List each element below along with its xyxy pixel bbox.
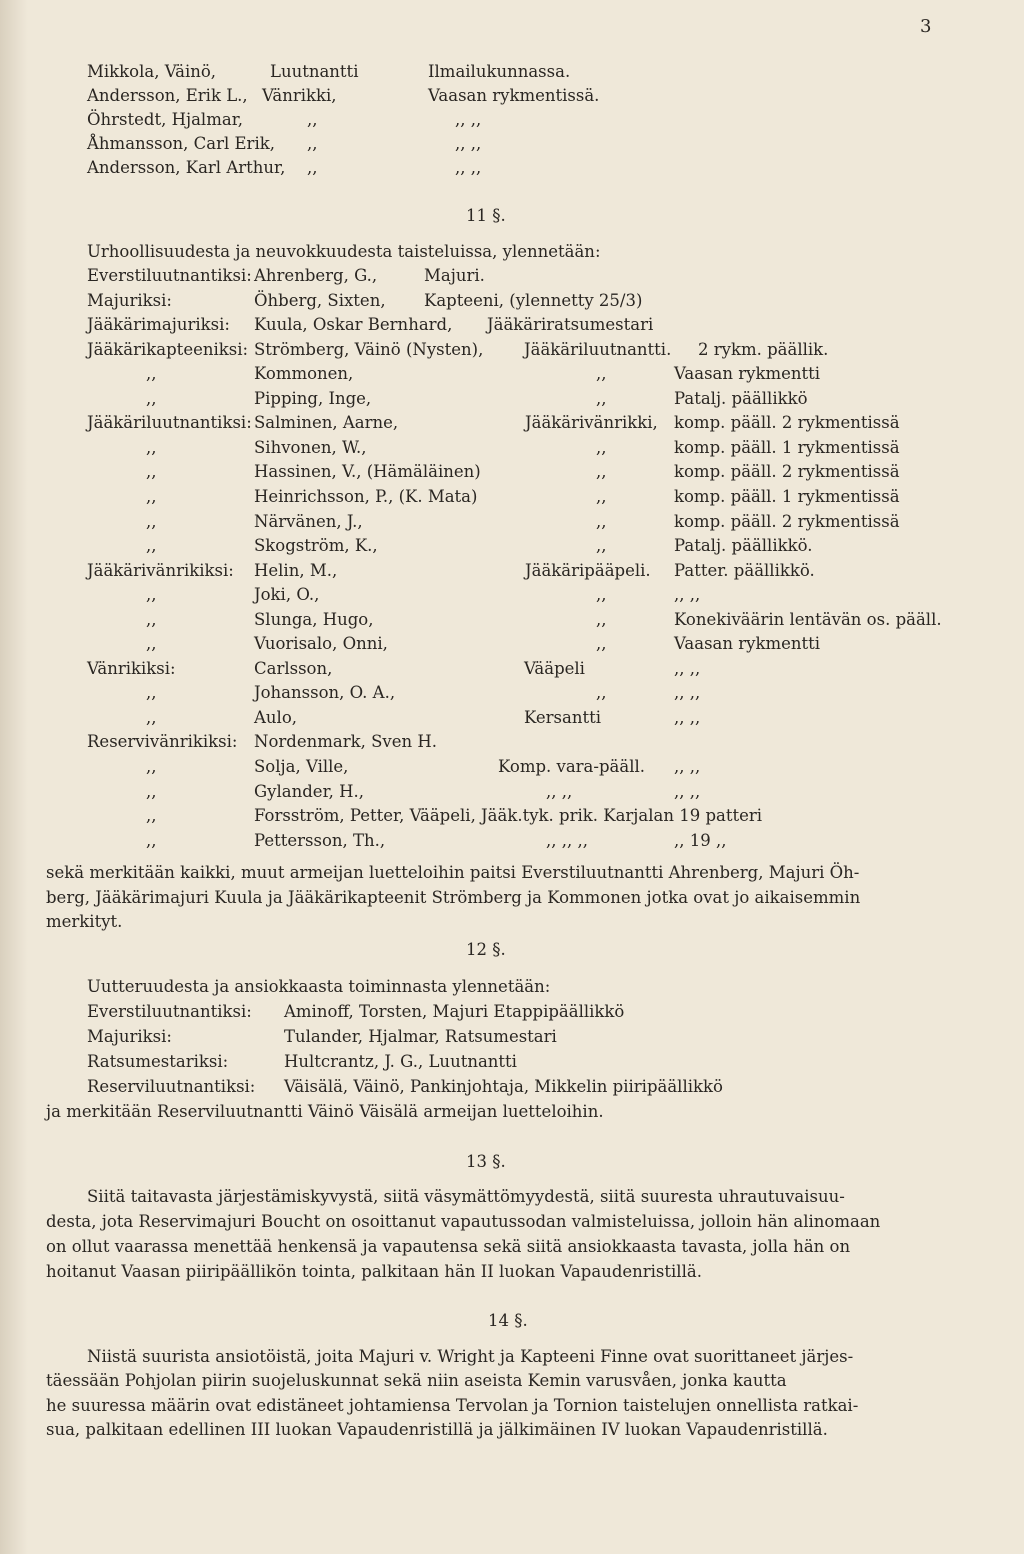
closing-line: sekä merkitään kaikki, muut armeijan luetteloihin paitsi Everstiluutnantti Ahrenberg, Majuri Öh-: [46, 863, 860, 882]
promotion-rank: ,,: [146, 486, 157, 506]
promotion-rank: Everstiluutnantiksi:: [87, 266, 252, 285]
previous-rank: ,,: [596, 585, 607, 605]
promotion-rank: Majuriksi:: [87, 1027, 172, 1046]
promotion-rank: ,,: [146, 462, 157, 482]
list-item-rank: Vänrikki,: [262, 86, 337, 105]
promotion-person: Aulo,: [254, 707, 297, 727]
list-item-unit: ,, ,,: [455, 110, 482, 129]
assignment: ,, ,,: [674, 707, 701, 727]
list-item-rank: ,,: [307, 110, 318, 129]
promotion-person: Hassinen, V., (Hämäläinen): [254, 462, 481, 482]
promotion-person: Pipping, Inge,: [254, 388, 372, 408]
assignment: komp. pääll. 2 rykmentissä: [674, 511, 900, 531]
section-heading: 14 §.: [488, 1311, 528, 1330]
paragraph-line: desta, jota Reservimajuri Boucht on osoittanut vapautussodan valmisteluissa, jolloin hän alinomaan: [46, 1212, 881, 1231]
section-heading: 11 §.: [466, 206, 506, 225]
previous-rank: ,,: [596, 437, 607, 457]
previous-rank: ,,: [596, 609, 607, 629]
promotion-person: Salminen, Aarne,: [254, 413, 399, 433]
promotion-rank: ,,: [146, 585, 157, 605]
promotion-person: Solja, Ville,: [254, 757, 349, 776]
promotion-rank: ,,: [146, 781, 157, 801]
promotion-person: Pettersson, Th.,: [254, 830, 386, 850]
assignment: Konekiväärin lentävän os. pääll.: [674, 609, 942, 629]
assignment: ,, ,,: [674, 658, 701, 678]
promotion-person: Aminoff, Torsten, Majuri Etappipäällikkö: [284, 1002, 625, 1021]
promotion-rank: ,,: [146, 536, 157, 556]
promotion-rank: ,,: [146, 511, 157, 531]
promotion-rank: ,,: [146, 609, 157, 629]
previous-rank: ,,: [596, 388, 607, 408]
previous-rank: Majuri.: [424, 266, 485, 285]
paragraph-line: he suuressa määrin ovat edistäneet johtamiensa Tervolan ja Tornion taistelujen onnellista ratkai-: [46, 1396, 859, 1415]
section-heading: 13 §.: [466, 1152, 506, 1171]
promotion-rank: ,,: [146, 437, 157, 457]
closing-line: merkityt.: [46, 912, 123, 931]
paragraph-line: sua, palkitaan edellinen III luokan Vapaudenristillä ja jälkimäinen IV luokan Vapaudenristillä.: [46, 1420, 828, 1439]
promotion-person: Nordenmark, Sven H.: [254, 732, 437, 752]
promotion-rank: Jääkärivänrikiksi:: [87, 560, 234, 580]
assignment: Patter. päällikkö.: [674, 560, 815, 580]
promotion-rank: ,,: [146, 707, 157, 727]
assignment: ,, ,,: [674, 757, 701, 776]
list-item-unit: Vaasan rykmentissä.: [428, 86, 600, 105]
assignment: ,, 19 ,,: [674, 830, 727, 850]
previous-rank: ,, ,, ,,: [546, 830, 588, 850]
previous-rank: ,,: [596, 462, 607, 482]
previous-rank: Jääkäriratsumestari: [487, 315, 654, 335]
list-item-rank: Luutnantti: [270, 62, 359, 81]
promotion-person: Carlsson,: [254, 658, 333, 678]
promotion-person: Sihvonen, W.,: [254, 437, 367, 457]
promotion-person: Strömberg, Väinö (Nysten),: [254, 339, 484, 359]
assignment: komp. pääll. 2 rykmentissä: [674, 413, 900, 433]
promotion-rank: ,,: [146, 683, 157, 703]
paragraph-line: hoitanut Vaasan piiripäällikön tointa, palkitaan hän II luokan Vapaudenristillä.: [46, 1262, 702, 1281]
list-item-rank: ,,: [307, 134, 318, 153]
list-item-unit: Ilmailukunnassa.: [428, 62, 571, 81]
promotion-person: Öhberg, Sixten,: [254, 290, 386, 310]
promotion-rank: Ratsumestariksi:: [87, 1052, 229, 1071]
promotion-person: Tulander, Hjalmar, Ratsumestari: [284, 1027, 557, 1046]
assignment: ,, ,,: [674, 585, 701, 605]
promotion-rank: Jääkärimajuriksi:: [87, 315, 230, 335]
previous-rank: ,,: [596, 536, 607, 556]
promotion-rank: Jääkäriluutnantiksi:: [87, 413, 252, 433]
list-item-rank: ,,: [307, 158, 318, 177]
assignment: komp. pääll. 2 rykmentissä: [674, 462, 900, 482]
promotion-person: Närvänen, J.,: [254, 511, 363, 531]
promotion-rank: ,,: [146, 757, 157, 776]
previous-rank: Kersantti: [524, 707, 602, 727]
assignment: komp. pääll. 1 rykmentissä: [674, 486, 900, 506]
previous-rank: Kapteeni, (ylennetty 25/3): [424, 290, 643, 310]
previous-rank: ,,: [596, 634, 607, 654]
list-item-name: Åhmansson, Carl Erik,: [87, 134, 275, 153]
promotion-rank: ,,: [146, 634, 157, 654]
previous-rank: Jääkäripääpeli.: [525, 560, 651, 580]
list-item-name: Öhrstedt, Hjalmar,: [87, 110, 244, 129]
previous-rank: Jääkärivänrikki,: [525, 413, 658, 433]
paragraph-line: Niistä suurista ansiotöistä, joita Majuri v. Wright ja Kapteeni Finne ovat suorittaneet järjes-: [87, 1347, 854, 1366]
promotion-person: Slunga, Hugo,: [254, 609, 374, 629]
promotion-rank: ,,: [146, 806, 157, 826]
assignment: ,, ,,: [674, 683, 701, 703]
assignment: Patalj. päällikkö.: [674, 536, 813, 556]
previous-rank: Vääpeli: [524, 658, 585, 678]
previous-rank: ,,: [596, 486, 607, 506]
promotion-person: Johansson, O. A.,: [254, 683, 396, 703]
assignment: komp. pääll. 1 rykmentissä: [674, 437, 900, 457]
list-item-name: Andersson, Karl Arthur,: [87, 158, 286, 177]
promotion-person: Kuula, Oskar Bernhard,: [254, 315, 453, 335]
assignment: ,, ,,: [674, 781, 701, 801]
promotion-rank: ,,: [146, 388, 157, 408]
promotion-person: Joki, O.,: [254, 585, 320, 605]
list-item-name: Mikkola, Väinö,: [87, 62, 217, 81]
previous-rank: ,,: [596, 364, 607, 384]
promotion-person: Vuorisalo, Onni,: [254, 634, 388, 654]
section-intro: Uutteruudesta ja ansiokkaasta toiminnasta ylennetään:: [87, 977, 551, 996]
paragraph-line: Siitä taitavasta järjestämiskyvystä, siitä väsymättömyydestä, siitä suuresta uhrautuvaisuu-: [87, 1187, 845, 1206]
promotion-rank: Everstiluutnantiksi:: [87, 1002, 252, 1021]
promotion-person: Gylander, H.,: [254, 781, 365, 801]
previous-rank: ,, ,,: [546, 781, 573, 801]
section-heading: 12 §.: [466, 940, 506, 959]
list-item-name: Andersson, Erik L.,: [87, 86, 248, 105]
previous-rank: ,,: [596, 511, 607, 531]
closing-line: ja merkitään Reserviluutnantti Väinö Väisälä armeijan luetteloihin.: [46, 1102, 604, 1121]
promotion-rank: Jääkärikapteeniksi:: [87, 339, 249, 359]
assignment: 2 rykm. päällik.: [698, 339, 829, 359]
promotion-rank: ,,: [146, 830, 157, 850]
list-item-unit: ,, ,,: [455, 158, 482, 177]
promotion-rank: ,,: [146, 364, 157, 384]
paragraph-line: on ollut vaarassa menettää henkensä ja vapautensa sekä siitä ansiokkaasta tavasta, jolla hän on: [46, 1237, 851, 1256]
promotion-person: Skogström, K.,: [254, 536, 378, 556]
assignment: Vaasan rykmentti: [674, 634, 821, 654]
previous-rank: ,,: [596, 683, 607, 703]
previous-rank: Komp. vara-pääll.: [498, 757, 646, 776]
promotion-person: Ahrenberg, G.,: [254, 266, 378, 285]
page-edge-shadow: [0, 0, 28, 1554]
page-number: 3: [920, 16, 932, 37]
assignment: Vaasan rykmentti: [674, 364, 821, 384]
list-item-unit: ,, ,,: [455, 134, 482, 153]
promotion-rank: Vänrikiksi:: [87, 658, 176, 678]
section-intro: Urhoollisuudesta ja neuvokkuudesta taisteluissa, ylennetään:: [87, 242, 601, 261]
promotion-person: Forsström, Petter, Vääpeli, Jääk.tyk. prik. Karjalan 19 patteri: [254, 806, 763, 826]
closing-line: berg, Jääkärimajuri Kuula ja Jääkärikapteenit Strömberg ja Kommonen jotka ovat jo aikaisemmin: [46, 888, 861, 907]
promotion-person: Väisälä, Väinö, Pankinjohtaja, Mikkelin piiripäällikkö: [284, 1077, 723, 1096]
promotion-person: Kommonen,: [254, 364, 354, 384]
promotion-rank: Majuriksi:: [87, 290, 172, 310]
promotion-person: Heinrichsson, P., (K. Mata): [254, 486, 478, 506]
assignment: Patalj. päällikkö: [674, 388, 808, 408]
promotion-rank: Reservivänrikiksi:: [87, 732, 238, 752]
promotion-rank: Reserviluutnantiksi:: [87, 1077, 256, 1096]
promotion-person: Helin, M.,: [254, 560, 338, 580]
promotion-person: Hultcrantz, J. G., Luutnantti: [284, 1052, 517, 1071]
previous-rank: Jääkäriluutnantti.: [524, 339, 672, 359]
paragraph-line: täessään Pohjolan piirin suojeluskunnat sekä niin aseista Kemin varusvåen, jonka kautta: [46, 1371, 787, 1390]
